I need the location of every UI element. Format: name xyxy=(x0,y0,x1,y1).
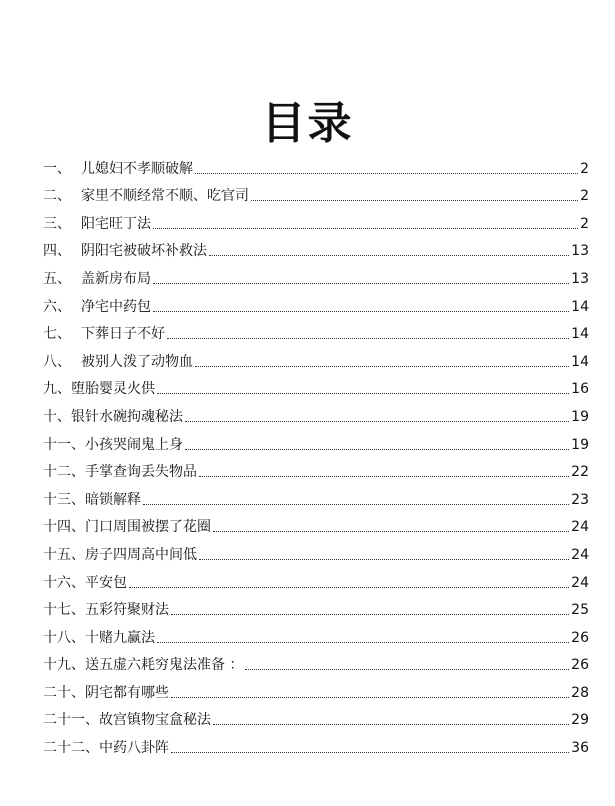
entry-number: 十五、 xyxy=(43,546,85,563)
entry-title: 被别人泼了动物血 xyxy=(81,353,193,370)
toc-entry[interactable] xyxy=(43,648,589,676)
entry-page-number: 22 xyxy=(571,464,589,481)
dot-leader xyxy=(199,476,569,477)
toc-entry[interactable] xyxy=(43,482,589,510)
entry-page-number: 19 xyxy=(571,436,589,453)
entry-page-number: 25 xyxy=(571,602,589,619)
entry-title: 门口周围被摆了花圈 xyxy=(85,519,211,536)
entry-number: 二、 xyxy=(43,188,71,205)
dot-leader xyxy=(213,531,569,532)
entry-page-number: 23 xyxy=(571,491,589,508)
dot-leader xyxy=(185,421,569,422)
entry-title: 小孩哭闹鬼上身 xyxy=(85,436,183,453)
dot-leader xyxy=(213,724,569,725)
dot-leader xyxy=(185,449,569,450)
dot-leader xyxy=(199,559,569,560)
toc-entry[interactable] xyxy=(43,455,589,483)
entry-page-number: 19 xyxy=(571,408,589,425)
dot-leader xyxy=(171,697,569,698)
dot-leader xyxy=(153,228,578,229)
entry-title: 暗锁解释 xyxy=(85,491,141,508)
toc-entry[interactable] xyxy=(43,206,589,234)
dot-leader xyxy=(129,587,569,588)
toc-entry[interactable] xyxy=(43,565,589,593)
dot-leader xyxy=(153,311,569,312)
toc-entry[interactable] xyxy=(43,427,589,455)
entry-page-number: 24 xyxy=(571,519,589,536)
dot-leader xyxy=(195,173,578,174)
entry-page-number: 2 xyxy=(580,160,589,177)
toc-entry[interactable] xyxy=(43,372,589,400)
entry-number: 二十二、 xyxy=(43,740,99,757)
entry-page-number: 16 xyxy=(571,381,589,398)
dot-leader xyxy=(157,642,569,643)
dot-leader xyxy=(171,614,569,615)
entry-title: 故宫镇物宝盒秘法 xyxy=(99,712,211,729)
entry-title: 阴阳宅被破坏补救法 xyxy=(81,243,207,260)
toc-title: 目录 xyxy=(261,98,354,149)
entry-page-number: 26 xyxy=(571,657,589,674)
toc-entry[interactable] xyxy=(43,399,589,427)
entry-number: 十七、 xyxy=(43,602,85,619)
entry-title: 家里不顺经常不顺、吃官司 xyxy=(81,188,249,205)
entry-page-number: 2 xyxy=(580,215,589,232)
entry-number: 六、 xyxy=(43,298,71,315)
entry-title: 堕胎婴灵火供 xyxy=(71,381,155,398)
entry-page-number: 26 xyxy=(571,629,589,646)
entry-number: 三、 xyxy=(43,215,71,232)
entry-title: 阴宅都有哪些 xyxy=(85,684,169,701)
entry-page-number: 14 xyxy=(571,298,589,315)
dot-leader xyxy=(143,504,569,505)
entry-number: 十六、 xyxy=(43,574,85,591)
toc-entry[interactable] xyxy=(43,537,589,565)
toc-entry[interactable] xyxy=(43,317,589,345)
entry-number: 十二、 xyxy=(43,464,85,481)
entry-number: 十三、 xyxy=(43,491,85,508)
entry-number: 八、 xyxy=(43,353,71,370)
entry-number: 十九、 xyxy=(43,657,85,674)
entry-number: 四、 xyxy=(43,243,71,260)
entry-number: 一、 xyxy=(43,160,71,177)
entry-number: 五、 xyxy=(43,270,71,287)
entry-page-number: 28 xyxy=(571,684,589,701)
entry-page-number: 24 xyxy=(571,546,589,563)
entry-title: 银针水碗拘魂秘法 xyxy=(71,408,183,425)
entry-title: 送五虚六耗穷鬼法准备 ： xyxy=(85,657,244,674)
entry-number: 七、 xyxy=(43,326,71,343)
entry-title: 十赌九赢法 xyxy=(85,629,155,646)
toc-entry[interactable] xyxy=(43,234,589,262)
dot-leader xyxy=(167,338,569,339)
entry-title: 中药八卦阵 xyxy=(99,740,169,757)
dot-leader xyxy=(245,669,569,670)
toc-entry[interactable] xyxy=(43,151,589,179)
toc-entry[interactable] xyxy=(43,261,589,289)
entry-number: 十一、 xyxy=(43,436,85,453)
entry-page-number: 29 xyxy=(571,712,589,729)
entry-page-number: 13 xyxy=(571,243,589,260)
toc-entry[interactable] xyxy=(43,179,589,207)
entry-title: 平安包 xyxy=(85,574,127,591)
table-of-contents xyxy=(43,151,589,758)
entry-title: 儿媳妇不孝顺破解 xyxy=(81,160,193,177)
entry-page-number: 14 xyxy=(571,326,589,343)
entry-title: 下葬日子不好 xyxy=(81,326,165,343)
entry-page-number: 14 xyxy=(571,353,589,370)
entry-number: 九、 xyxy=(43,381,71,398)
dot-leader xyxy=(171,752,569,753)
entry-title: 阳宅旺丁法 xyxy=(81,215,151,232)
entry-number: 十八、 xyxy=(43,629,85,646)
toc-entry[interactable] xyxy=(43,675,589,703)
entry-page-number: 13 xyxy=(571,270,589,287)
toc-entry[interactable] xyxy=(43,730,589,758)
toc-entry[interactable] xyxy=(43,593,589,621)
entry-page-number: 36 xyxy=(571,740,589,757)
toc-entry[interactable] xyxy=(43,703,589,731)
entry-page-number: 2 xyxy=(580,188,589,205)
entry-number: 十、 xyxy=(43,408,71,425)
toc-entry[interactable] xyxy=(43,510,589,538)
toc-entry[interactable] xyxy=(43,289,589,317)
toc-entry[interactable] xyxy=(43,620,589,648)
entry-number: 二十、 xyxy=(43,684,85,701)
entry-number: 十四、 xyxy=(43,519,85,536)
entry-title: 手掌查询丢失物品 xyxy=(85,464,197,481)
dot-leader xyxy=(153,283,569,284)
entry-title: 房子四周高中间低 xyxy=(85,546,197,563)
dot-leader xyxy=(195,366,569,367)
dot-leader xyxy=(251,200,578,201)
entry-page-number: 24 xyxy=(571,574,589,591)
dot-leader xyxy=(209,255,569,256)
toc-entry[interactable] xyxy=(43,344,589,372)
entry-title: 五彩符聚财法 xyxy=(85,602,169,619)
entry-title: 盖新房布局 xyxy=(81,270,151,287)
entry-number: 二十一、 xyxy=(43,712,99,729)
dot-leader xyxy=(157,393,569,394)
entry-title: 净宅中药包 xyxy=(81,298,151,315)
